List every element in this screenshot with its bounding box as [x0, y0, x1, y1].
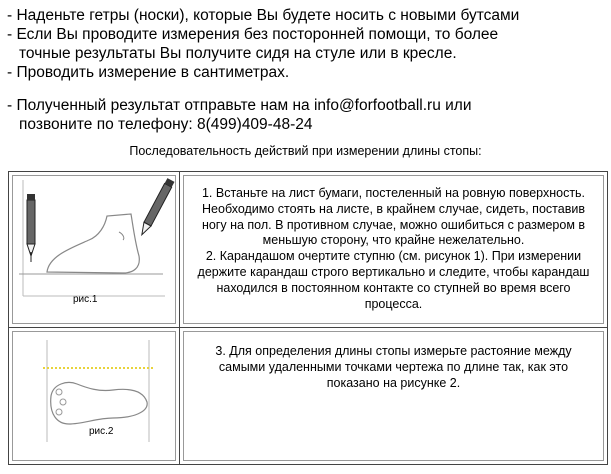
step-paragraph: 3. Для определения длины стопы измерьте растояние между самыми удаленными точками чертежа по длине так, как это показано на рисунке 2. [215, 344, 572, 390]
table-row [9, 328, 608, 465]
step-text-cell [180, 172, 608, 328]
figure-label: рис.2 [89, 426, 114, 437]
instruction-list [7, 6, 519, 134]
steps-table [8, 171, 608, 465]
step-paragraph: 1. Встаньте на лист бумаги, постеленный на ровную поверхность. Необходимо стоять на листе, в крайнем случае, сидеть, поставив ногу на пол. В противном случае, можно ошибиться с размером в меньшую сторону, что крайне нежелательно. [201, 186, 586, 248]
step-paragraph: 2. Карандашом очертите ступню (см. рисунок 1). При измерении держите карандаш строго вертикально и следите, чтобы карандаш находился в постоянном контакте со ступней во время всего процесса. [197, 249, 590, 311]
contact-line: позвоните по телефону: 8(499)409-48-24 [19, 116, 313, 133]
step-text-cell [180, 328, 608, 465]
instruction-line: точные результаты Вы получите сидя на стуле или в кресле. [19, 45, 457, 62]
step-image-cell [9, 328, 180, 465]
foot-measure-illustration [13, 332, 175, 460]
contact-line: - Полученный результат отправьте нам на info@forfootball.ru или [7, 97, 472, 114]
instruction-line: - Если Вы проводите измерения без посторонней помощи, то более [7, 26, 499, 43]
foot-tracing-illustration [13, 176, 175, 323]
step-image-cell [9, 172, 180, 328]
steps-caption: Последовательность действий при измерении длины стопы: [129, 144, 482, 158]
figure-label: рис.1 [73, 294, 98, 305]
instruction-line: - Проводить измерение в сантиметрах. [7, 64, 290, 81]
table-row [9, 172, 608, 328]
pencil-icon [27, 194, 35, 262]
instruction-line: - Наденьте гетры (носки), которые Вы будете носить с новыми бутсами [7, 7, 520, 24]
